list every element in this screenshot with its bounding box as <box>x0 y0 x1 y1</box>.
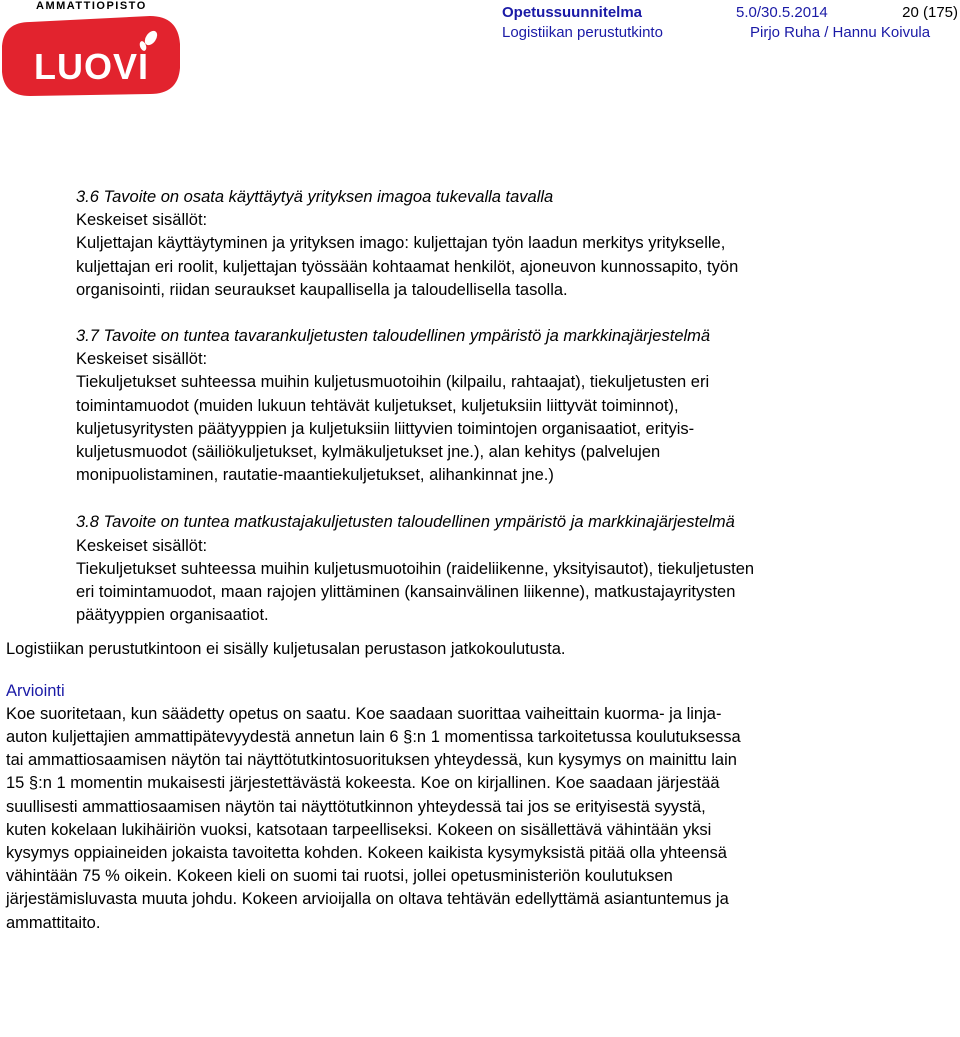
section-line: kuljetusmuodot (säiliökuljetukset, kylmäkuljetukset jne.), alan kehitys (palvelujen <box>76 443 661 462</box>
arviointi-line: Koe suoritetaan, kun säädetty opetus on saatu. Koe saadaan suorittaa vaiheittain kuorma- ja linja- <box>6 704 722 723</box>
section-line: eri toimintamuodot, maan rajojen ylittäminen (kansainvälinen liikenne), matkustajayritysten <box>76 583 736 602</box>
section-3-8 <box>6 511 956 627</box>
luovi-logo <box>0 0 185 100</box>
arviointi-line: järjestämisluvasta muuta johdu. Kokeen arvioijalla on oltava tehtävän edellyttämä asiantuntemus ja <box>6 890 729 909</box>
section-heading: 3.8 Tavoite on tuntea matkustajakuljetusten taloudellinen ympäristö ja markkinajärjestelmä <box>76 513 735 532</box>
page-number: 20 (175) <box>902 4 958 21</box>
section-line: Kuljettajan käyttäytyminen ja yrityksen imago: kuljettajan työn laadun merkitys yritykselle, <box>76 234 726 253</box>
section-line: toimintamuodot (muiden lukuun tehtävät kuljetukset, kuljetuksiin liittyvät toiminnot), <box>76 396 679 415</box>
section-line: kuljetusyritysten päätyyppien ja kuljetuksiin liittyvien toimintojen organisaatiot, erityis- <box>76 419 695 438</box>
section-line: kuljettajan eri roolit, kuljettajan työssään kohtaamat henkilöt, ajoneuvon kunnossapito, työn <box>76 257 739 276</box>
logo-wordmark: LUOVI <box>34 46 150 87</box>
arviointi-heading: Arviointi <box>6 681 65 700</box>
document-subtitle: Logistiikan perustutkinto <box>502 24 663 41</box>
section-3-6 <box>6 186 956 302</box>
document-version: 5.0/30.5.2014 <box>736 4 828 21</box>
arviointi-line: suullisesti ammattiosaamisen näytön tai näyttötutkinnon yhteydessä tai jos se erityisestä syystä, <box>6 797 706 816</box>
section-line: Tiekuljetukset suhteessa muihin kuljetusmuotoihin (raideliikenne, yksityisautot), tiekuljetusten <box>76 559 755 578</box>
arviointi-line: vähintään 75 % oikein. Kokeen kieli on suomi tai ruotsi, jollei opetusministeriön koulutuksen <box>6 867 673 886</box>
section-label: Keskeiset sisällöt: <box>76 350 208 369</box>
arviointi-line: auton kuljettajien ammattipätevyydestä annetun lain 6 §:n 1 momentissa tarkoitetussa koulutuksessa <box>6 728 741 747</box>
logo-org-name: AMMATTIOPISTO <box>36 0 147 12</box>
arviointi-line: tai ammattiosaamisen näytön tai näyttötutkintosuorituksen yhteydessä, kun kysymys on mainittu lain <box>6 751 737 770</box>
section-line: Tiekuljetukset suhteessa muihin kuljetusmuotoihin (kilpailu, rahtaajat), tiekuljetusten eri <box>76 373 710 392</box>
document-authors: Pirjo Ruha / Hannu Koivula <box>750 24 931 41</box>
section-3-7 <box>6 325 956 487</box>
document-body <box>6 186 956 935</box>
arviointi-line: 15 §:n 1 momentin mukaisesti järjestettävästä kokeesta. Koe on kirjallinen. Koe saadaan järjestää <box>6 774 720 793</box>
arviointi-line: kysymys oppiaineiden jokaista tavoitetta kohden. Kokeen kaikista kysymyksistä pitää olla yhteensä <box>6 844 727 863</box>
section-line: päätyyppien organisaatiot. <box>76 606 269 625</box>
section-label: Keskeiset sisällöt: <box>76 211 208 230</box>
note-paragraph: Logistiikan perustutkintoon ei sisälly kuljetusalan perustason jatkokoulutusta. <box>6 640 566 659</box>
page-header <box>502 0 960 44</box>
section-heading: 3.6 Tavoite on osata käyttäytyä yrityksen imagoa tukevalla tavalla <box>76 188 554 206</box>
arviointi-line: kuten kokelaan lukihäiriön vuoksi, katsotaan tarpeelliseksi. Kokeen on sisällettävä vähintään yksi <box>6 820 712 839</box>
section-line: monipuolistaminen, rautatie-maantiekuljetukset, alihankinnat jne.) <box>76 466 554 485</box>
section-line: organisointi, riidan seuraukset kaupallisella ja taloudellisella tasolla. <box>76 280 568 299</box>
section-heading: 3.7 Tavoite on tuntea tavarankuljetusten taloudellinen ympäristö ja markkinajärjestelmä <box>76 327 711 346</box>
section-label: Keskeiset sisällöt: <box>76 536 208 555</box>
document-title: Opetussuunnitelma <box>502 4 643 21</box>
arviointi-line: ammattitaito. <box>6 913 101 932</box>
